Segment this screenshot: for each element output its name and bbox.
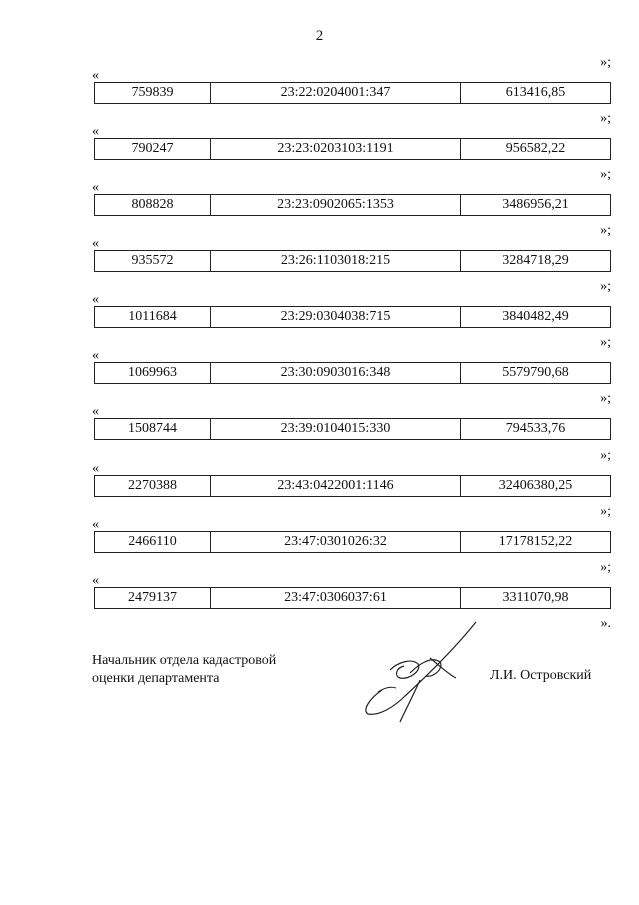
opening-quote: « <box>92 180 99 195</box>
object-id: 1069963 <box>95 363 211 383</box>
opening-quote: « <box>92 573 99 588</box>
opening-quote: « <box>92 124 99 139</box>
opening-quote: « <box>92 236 99 251</box>
closing-quote: »; <box>600 223 611 238</box>
cadastral-number: 23:26:1103018:215 <box>211 251 461 271</box>
cadastral-number: 23:23:0203103:1191 <box>211 139 461 159</box>
entry <box>0 448 639 505</box>
cadastral-value: 17178152,22 <box>498 534 573 549</box>
closing-quote: »; <box>600 279 611 294</box>
closing-quote: »; <box>600 504 611 519</box>
opening-quote: « <box>92 292 99 307</box>
object-id: 790247 <box>95 139 211 159</box>
table-row <box>94 475 611 497</box>
table-row <box>94 250 611 272</box>
entry <box>0 111 639 168</box>
object-id: 759839 <box>95 83 211 103</box>
cadastral-number: 23:23:0902065:1353 <box>211 195 461 215</box>
object-id: 935572 <box>95 251 211 271</box>
handwritten-signature <box>360 618 490 728</box>
entry <box>0 55 639 112</box>
object-id: 2270388 <box>95 476 211 496</box>
cadastral-number: 23:39:0104015:330 <box>211 419 461 439</box>
entry <box>0 335 639 392</box>
signer-title-line-1: Начальник отдела кадастровой <box>92 653 277 668</box>
entry <box>0 504 639 561</box>
cadastral-number: 23:30:0903016:348 <box>211 363 461 383</box>
entry <box>0 560 639 617</box>
cadastral-value: 613416,85 <box>505 85 566 100</box>
final-closing-quote: ». <box>600 616 611 631</box>
cadastral-number: 23:47:0301026:32 <box>211 532 461 552</box>
table-row <box>94 418 611 440</box>
table-row <box>94 531 611 553</box>
cadastral-value: 794533,76 <box>505 421 566 436</box>
closing-quote: »; <box>600 167 611 182</box>
object-id: 2466110 <box>95 532 211 552</box>
closing-quote: »; <box>600 560 611 575</box>
cadastral-value: 32406380,25 <box>498 478 573 493</box>
closing-quote: »; <box>600 111 611 126</box>
entry <box>0 223 639 280</box>
cadastral-number: 23:29:0304038:715 <box>211 307 461 327</box>
signer-title <box>92 652 276 688</box>
object-id: 808828 <box>95 195 211 215</box>
signer-name: Л.И. Островский <box>490 668 592 683</box>
cadastral-number: 23:22:0204001:347 <box>211 83 461 103</box>
cadastral-value: 5579790,68 <box>502 365 569 380</box>
object-id: 1508744 <box>95 419 211 439</box>
closing-quote: »; <box>600 55 611 70</box>
table-row <box>94 362 611 384</box>
table-row <box>94 587 611 609</box>
object-id: 2479137 <box>95 588 211 608</box>
cadastral-value: 3311070,98 <box>502 590 569 605</box>
entry <box>0 167 639 224</box>
opening-quote: « <box>92 348 99 363</box>
cadastral-value: 3486956,21 <box>502 197 569 212</box>
closing-quote: »; <box>600 335 611 350</box>
table-row <box>94 138 611 160</box>
entry <box>0 279 639 336</box>
cadastral-value: 3840482,49 <box>502 309 569 324</box>
opening-quote: « <box>92 461 99 476</box>
opening-quote: « <box>92 68 99 83</box>
entry <box>0 391 639 448</box>
cadastral-value: 3284718,29 <box>502 253 569 268</box>
cadastral-number: 23:43:0422001:1146 <box>211 476 461 496</box>
closing-quote: »; <box>600 448 611 463</box>
page-number: 2 <box>315 28 324 44</box>
opening-quote: « <box>92 517 99 532</box>
object-id: 1011684 <box>95 307 211 327</box>
table-row <box>94 82 611 104</box>
opening-quote: « <box>92 404 99 419</box>
cadastral-value: 956582,22 <box>505 141 566 156</box>
closing-quote: »; <box>600 391 611 406</box>
cadastral-number: 23:47:0306037:61 <box>211 588 461 608</box>
table-row <box>94 194 611 216</box>
signer-title-line-2: оценки департамента <box>92 671 220 686</box>
table-row <box>94 306 611 328</box>
